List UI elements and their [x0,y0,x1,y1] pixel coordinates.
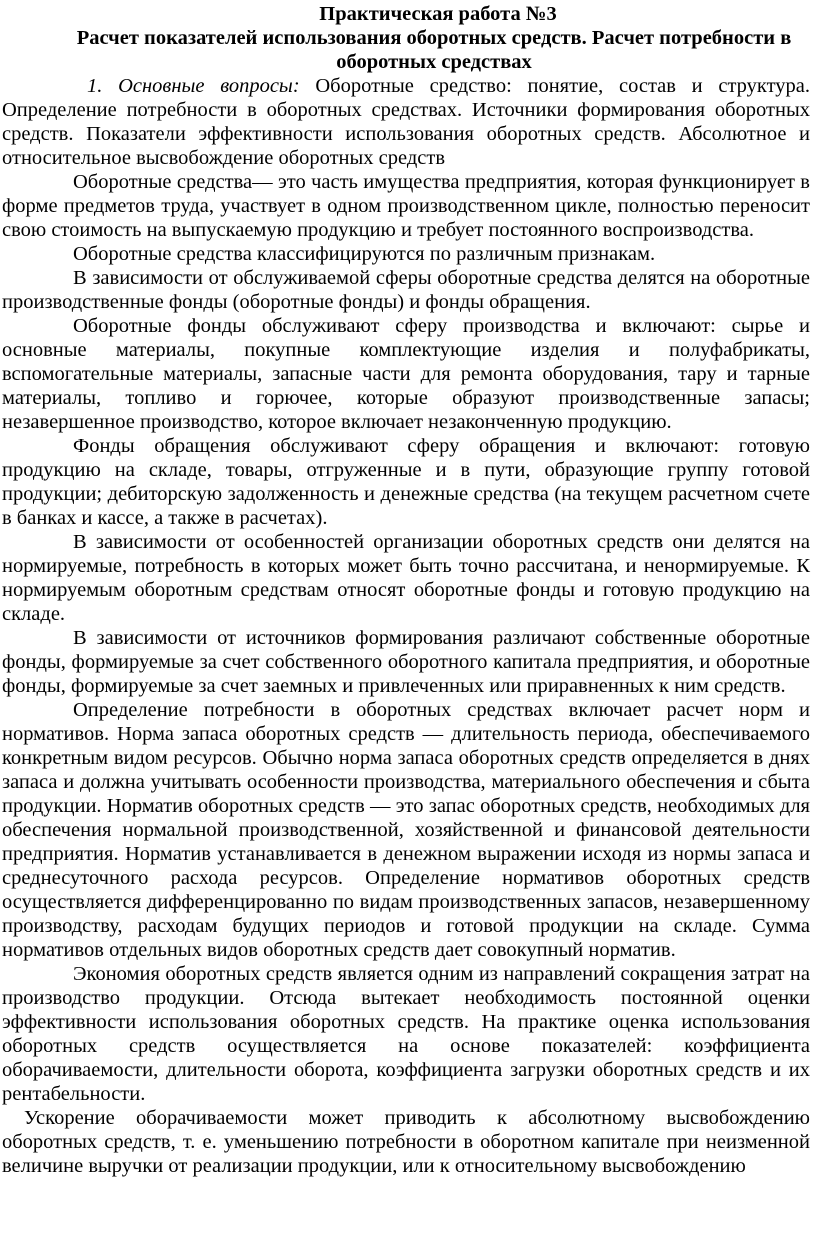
paragraph-definition: Оборотные средства— это часть имущества предприятия, которая функционирует в форме предметов труда, участвует в одном производственном цикле, полностью переносит свою стоимость на выпускаемую продукцию и требует постоянного воспроизводства. [2,171,810,241]
document-subtitle: Расчет показателей использования оборотных средств. Расчет потребности в оборотных средствах [76,27,792,73]
document-title: Практическая работа №3 [319,3,557,25]
paragraph-sources: В зависимости от источников формирования различают собственные оборотные фонды, формируемые за счет собственного оборотного капитала предприятия, и оборотные фонды, формируемые за счет заемных и привлеченных или приравненных к ним средств. [2,627,810,697]
questions-text: Оборотные средство: понятие, состав и структура. Определение потребности в оборотных средствах. Источники формирования оборотных средств. Показатели эффективности использования оборотных средств. Абсолютное и относительное высвобождение оборотных средств [2,75,810,169]
paragraph-acceleration: Ускорение оборачиваемости может приводить к абсолютному высвобождению оборотных средств, т. е. уменьшению потребности в оборотном капитале при неизменной величине выручки от реализации продукции, или к относительному высвобождению [2,1107,810,1177]
document-body [0,74,816,1178]
paragraph-circulation-funds: Фонды обращения обслуживают сферу обращения и включают: готовую продукцию на складе, товары, отгруженные и в пути, образующие группу готовой продукции; дебиторскую задолженность и денежные средства (на текущем расчетном счете в банках и кассе, а также в расчетах). [2,435,810,529]
paragraph-requirement: Определение потребности в оборотных средствах включает расчет норм и нормативов. Норма запаса оборотных средств — длительность периода, обеспечиваемого конкретным видом ресурсов. Обычно норма запаса оборотных средств определяется в днях запаса и должна учитывать особенности производства, материального обеспечения и сбыта продукции. Норматив оборотных средств — это запас оборотных средств, необходимых для обеспечения нормальной производственной, хозяйственной и финансовой деятельности предприятия. Норматив устанавливается в денежном выражении исходя из нормы запаса и среднесуточного расхода ресурсов. Определение нормативов оборотных средств осуществляется дифференцированно по видам производственных запасов, незавершенному производству, расходам будущих периодов и готовой продукции на складе. Сумма нормативов отдельных видов оборотных средств дает совокупный норматив. [2,699,810,961]
paragraph-sphere: В зависимости от обслуживаемой сферы оборотные средства делятся на оборотные производственные фонды (оборотные фонды) и фонды обращения. [2,267,810,313]
paragraph-classification: Оборотные средства классифицируются по различным признакам. [73,243,656,265]
title-block [0,2,816,74]
questions-label: 1. Основные вопросы: [87,75,300,97]
paragraph-economy: Экономия оборотных средств является одним из направлений сокращения затрат на производство продукции. Отсюда вытекает необходимость постоянной оценки эффективности использования оборотных средств. На практике оценка использования оборотных средств осуществляется на основе показателей: коэффициента оборачиваемости, длительности оборота, коэффициента загрузки оборотных средств и их рентабельности. [2,963,810,1105]
paragraph-production-funds: Оборотные фонды обслуживают сферу производства и включают: сырье и основные материалы, покупные комплектующие изделия и полуфабрикаты, вспомогательные материалы, запасные части для ремонта оборудования, тару и тарные материалы, топливо и горючее, которые образуют производственные запасы; незавершенное производство, которое включает незаконченную продукцию. [2,315,810,433]
paragraph-normalized: В зависимости от особенностей организации оборотных средств они делятся на нормируемые, потребность в которых может быть точно рассчитана, и ненормируемые. К нормируемым оборотным средствам относят оборотные фонды и готовую продукцию на складе. [2,531,810,625]
questions-paragraph [2,74,810,170]
